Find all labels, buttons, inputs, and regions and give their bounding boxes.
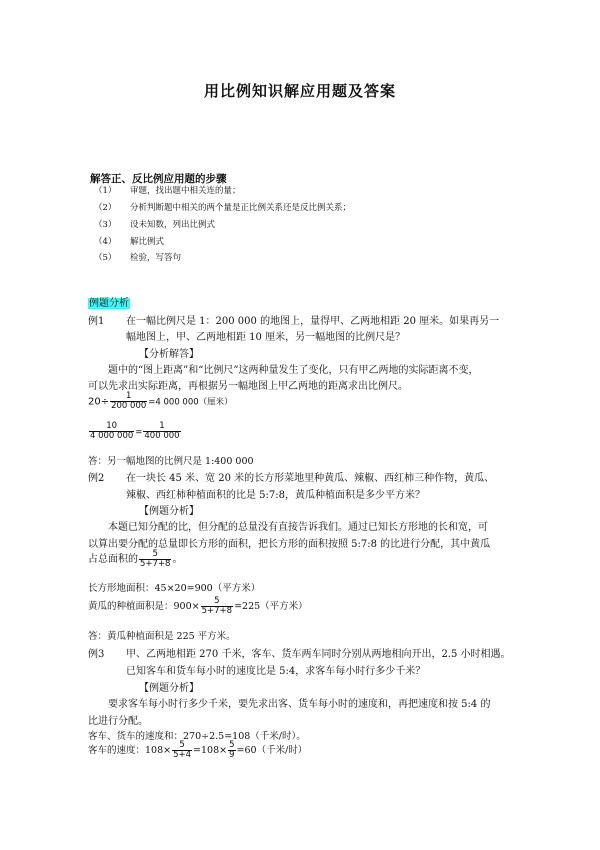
step-item <box>94 218 514 230</box>
example-1-answer: 答：另一幅地图的比例尺是 1:400 000 <box>88 456 254 467</box>
fraction-numerator: 5 <box>152 549 158 560</box>
section-heading: 解答正、反比例应用题的步骤 <box>90 173 227 185</box>
example-3-sum-line: 客车、货车的速度和：270÷2.5=108（千米/时）。 <box>88 731 306 742</box>
formula-result: =225（平方米） <box>234 600 308 612</box>
fraction-numerator: 5 <box>179 740 185 750</box>
example-2-analysis-line-3 <box>88 550 182 569</box>
example-3-analysis-label: 【例题分析】 <box>139 683 199 694</box>
step-text: 解比例式 <box>130 237 165 247</box>
example-3-analysis-line-1: 要求客车每小时行多少千米，要先求出客、货车每小时的速度和，再把速度和按 5:4 的 <box>108 699 491 710</box>
example-1-analysis-line-2: 可以先求出实际距离，再根据另一幅地图上甲乙两地的距离求出比例尺。 <box>88 381 408 392</box>
step-number: （1） <box>94 186 117 196</box>
fraction <box>172 741 192 760</box>
example-2-label: 例2 <box>88 473 105 484</box>
fraction-denominator: 5+4 <box>173 749 192 760</box>
formula-prefix: 20÷ <box>88 396 110 408</box>
text-prefix: 黄瓜的种植面积是：900× <box>88 600 200 612</box>
equals-sign: = <box>135 427 143 438</box>
example-2-analysis-line-1: 本题已知分配的比，但分配的总量没有直接告诉我们。通过已知长方形地的长和宽，可 <box>108 522 488 533</box>
step-number: （3） <box>94 220 117 230</box>
formula-result: =4 000 000 <box>148 397 199 408</box>
formula-unit: （厘米） <box>198 397 233 408</box>
example-1-formula-2 <box>88 422 182 441</box>
fraction-denominator: 400 000 <box>144 430 180 441</box>
example-1-analysis-label: 【分析解答】 <box>139 349 199 360</box>
formula-middle: =108× <box>193 744 228 756</box>
example-1-formula-1 <box>88 392 233 411</box>
fraction-denominator: 4 000 000 <box>90 430 134 441</box>
fraction <box>143 422 180 441</box>
formula-result: =60（千米/时） <box>236 744 308 756</box>
example-3-question-line-2: 已知客车和货车每小时的速度比是 5:4，求客车每小时行多少千米？ <box>126 666 426 677</box>
step-number: （2） <box>94 203 117 213</box>
step-item <box>94 184 514 196</box>
example-3-label: 例3 <box>88 649 105 660</box>
example-2-question-line-1: 在一块长 45 米、宽 20 米的长方形菜地里种黄瓜、辣椒、西红柿三种作物，黄瓜、 <box>126 473 495 484</box>
fraction-numerator: 5 <box>214 596 220 606</box>
fraction-numerator: 1 <box>125 391 132 401</box>
step-text: 审题，找出题中相关连的量； <box>130 186 241 196</box>
example-3-speed-line <box>88 741 307 760</box>
step-item <box>94 235 514 247</box>
fraction <box>228 741 235 760</box>
fraction <box>139 550 171 569</box>
fraction-numerator: 10 <box>106 421 118 431</box>
example-3-question-line-1: 甲、乙两地相距 270 千米，客车、货车两车同时分别从两地相向开出，2.5 小时相遇。 <box>126 649 511 660</box>
step-number: （4） <box>94 237 117 247</box>
fraction-denominator: 5+7+8 <box>140 559 171 569</box>
example-2-question-line-2: 辣椒、西红柿种植面积的比是 5:7:8，黄瓜种植面积是多少平方米？ <box>126 490 426 501</box>
example-1-analysis-line-1: 题中的“图上距离”和“比例尺”这两种量发生了变化，只有甲乙两地的实际距离不变， <box>108 365 479 376</box>
fraction-numerator: 1 <box>159 421 165 431</box>
example-2-answer: 答：黄瓜种植面积是 225 平方米。 <box>88 631 236 642</box>
example-3-analysis-line-2: 比进行分配。 <box>88 716 148 727</box>
example-2-area-line: 长方形地面积：45×20=900（平方米） <box>88 583 261 594</box>
fraction <box>201 597 233 616</box>
text-prefix: 占总面积的 <box>88 554 138 565</box>
fraction-denominator: 9 <box>229 749 235 760</box>
example-2-analysis-line-2: 以算出要分配的总量即长方形的面积，把长方形的面积按照 5:7:8 的比进行分配，其中黄瓜 <box>88 539 491 550</box>
fraction-numerator: 5 <box>229 740 235 750</box>
step-item <box>94 201 514 213</box>
examples-label <box>88 294 130 309</box>
example-2-cucumber-line <box>88 597 308 616</box>
example-1-label: 例1 <box>88 316 105 327</box>
text-suffix: 。 <box>172 554 183 565</box>
fraction <box>110 392 147 411</box>
text-prefix: 客车的速度：108× <box>88 744 172 756</box>
step-text: 设未知数，列出比例式 <box>130 220 216 230</box>
fraction-denominator: 200 000 <box>111 400 147 411</box>
step-item <box>94 251 514 263</box>
example-1-question-line-2: 幅地图上，甲、乙两地相距 10 厘米，另一幅地图的比例尺是？ <box>126 332 406 343</box>
example-1-question-line-1: 在一幅比例尺是 1：200 000 的地图上，量得甲、乙两地相距 20 厘米。如果再另一 <box>126 316 500 327</box>
step-number: （5） <box>94 253 117 263</box>
fraction-denominator: 5+7+8 <box>201 605 233 616</box>
fraction <box>89 422 134 441</box>
examples-highlight: 例题分析 <box>89 298 129 309</box>
example-2-analysis-label: 【例题分析】 <box>139 506 199 517</box>
step-text: 检验，写答句 <box>130 253 182 263</box>
step-text: 分析判断题中相关的两个量是正比例关系还是反比例关系； <box>130 203 352 213</box>
page-title: 用比例知识解应用题及答案 <box>203 82 396 100</box>
